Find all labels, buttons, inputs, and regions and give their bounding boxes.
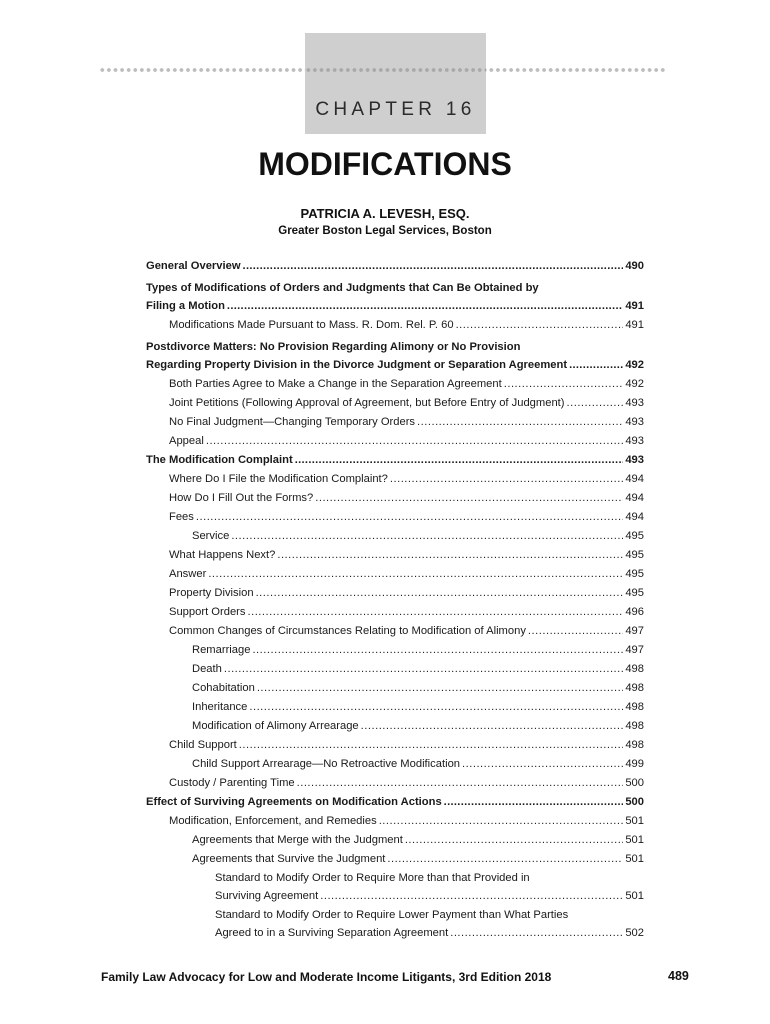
toc-entry[interactable] — [146, 698, 644, 717]
toc-leader — [252, 641, 623, 660]
toc-entry-title-line: Standard to Modify Order to Require More than that Provided in — [215, 872, 530, 884]
toc-page-number: 501 — [625, 853, 644, 865]
author-name: PATRICIA A. LEVESH, ESQ. — [300, 206, 470, 221]
footer-book-title: Family Law Advocacy for Low and Moderate Income Litigants, 3rd Edition 2018 — [101, 970, 552, 984]
toc-entry-title: General Overview — [146, 260, 241, 272]
toc-leader — [243, 257, 624, 276]
toc-entry-title-line: Types of Modifications of Orders and Judgments that Can Be Obtained by — [146, 282, 539, 294]
toc-entry[interactable] — [146, 527, 644, 546]
toc-entry[interactable] — [146, 565, 644, 584]
toc-entry-title: Child Support — [169, 739, 237, 751]
toc-page-number: 491 — [625, 300, 644, 312]
toc-entry-title: How Do I Fill Out the Forms? — [169, 492, 314, 504]
toc-page-number: 493 — [625, 416, 644, 428]
toc-page-number: 496 — [625, 606, 644, 618]
toc-page-number: 498 — [625, 663, 644, 675]
toc-leader — [208, 565, 623, 584]
toc-page-number: 493 — [625, 435, 644, 447]
toc-entry[interactable] — [146, 489, 644, 508]
table-of-contents — [146, 257, 644, 943]
toc-leader — [390, 470, 623, 489]
toc-page-number: 494 — [625, 473, 644, 485]
toc-entry-title: Remarriage — [192, 644, 251, 656]
decorative-dot-band — [305, 66, 486, 74]
toc-entry[interactable] — [146, 774, 644, 793]
toc-entry-title: Agreements that Survive the Judgment — [192, 853, 386, 865]
toc-entry-title: What Happens Next? — [169, 549, 276, 561]
toc-page-number: 495 — [625, 530, 644, 542]
toc-entry[interactable] — [146, 736, 644, 755]
toc-page-number: 495 — [625, 587, 644, 599]
toc-leader — [249, 698, 623, 717]
toc-entry[interactable] — [146, 257, 644, 276]
toc-page-number: 500 — [625, 777, 644, 789]
toc-page-number: 501 — [625, 815, 644, 827]
toc-page-number: 497 — [625, 644, 644, 656]
toc-entry[interactable] — [146, 297, 644, 316]
toc-leader — [231, 527, 623, 546]
toc-entry-title: Fees — [169, 511, 194, 523]
toc-entry-title: Child Support Arrearage—No Retroactive Modification — [192, 758, 461, 770]
toc-entry-title: Answer — [169, 568, 207, 580]
toc-entry-title: The Modification Complaint — [146, 454, 293, 466]
footer-page-number: 489 — [668, 969, 689, 983]
toc-leader — [297, 774, 624, 793]
toc-page-number: 495 — [625, 568, 644, 580]
toc-leader — [320, 887, 623, 906]
toc-page-number: 498 — [625, 739, 644, 751]
toc-entry[interactable] — [146, 584, 644, 603]
toc-leader — [569, 356, 623, 375]
toc-page-number: 493 — [625, 454, 644, 466]
toc-entry[interactable] — [146, 924, 644, 943]
toc-leader — [315, 489, 623, 508]
toc-entry-title: Surviving Agreement — [215, 890, 319, 902]
toc-entry[interactable] — [146, 660, 644, 679]
toc-entry[interactable] — [146, 470, 644, 489]
toc-entry-title: Death — [192, 663, 222, 675]
toc-entry-group[interactable] — [146, 338, 644, 375]
toc-entry[interactable] — [146, 679, 644, 698]
toc-page-number: 500 — [625, 796, 644, 808]
toc-entry-group[interactable] — [146, 906, 644, 943]
toc-page-number: 498 — [625, 701, 644, 713]
toc-page-number: 494 — [625, 492, 644, 504]
chapter-title: MODIFICATIONS — [258, 146, 512, 182]
toc-leader — [257, 679, 624, 698]
toc-page-number: 495 — [625, 549, 644, 561]
chapter-label-box — [305, 33, 486, 134]
toc-page-number: 502 — [625, 927, 644, 939]
toc-entry[interactable] — [146, 717, 644, 736]
toc-entry-title: Both Parties Agree to Make a Change in the Separation Agreement — [169, 378, 502, 390]
toc-entry[interactable] — [146, 375, 644, 394]
toc-entry-title: Where Do I File the Modification Complaint? — [169, 473, 388, 485]
toc-entry[interactable] — [146, 641, 644, 660]
toc-page-number: 491 — [625, 319, 644, 331]
toc-entry-title: Filing a Motion — [146, 300, 225, 312]
toc-entry-title-line: Standard to Modify Order to Require Lower Payment than What Parties — [215, 909, 569, 921]
toc-leader — [528, 622, 623, 641]
toc-leader — [227, 297, 623, 316]
toc-entry[interactable] — [146, 356, 644, 375]
toc-entry-title: Appeal — [169, 435, 204, 447]
toc-entry-title: No Final Judgment—Changing Temporary Orders — [169, 416, 416, 428]
toc-entry[interactable] — [146, 622, 644, 641]
toc-entry-title: Modifications Made Pursuant to Mass. R. Dom. Rel. P. 60 — [169, 319, 454, 331]
toc-entry[interactable] — [146, 413, 644, 432]
toc-leader — [462, 755, 623, 774]
toc-entry-title: Modification, Enforcement, and Remedies — [169, 815, 377, 827]
toc-entry-title: Agreements that Merge with the Judgment — [192, 834, 403, 846]
toc-entry[interactable] — [146, 603, 644, 622]
toc-entry[interactable] — [146, 546, 644, 565]
author-affiliation: Greater Boston Legal Services, Boston — [278, 225, 492, 237]
toc-entry[interactable] — [146, 812, 644, 831]
toc-leader — [256, 584, 624, 603]
toc-leader — [239, 736, 624, 755]
toc-entry[interactable] — [146, 755, 644, 774]
toc-entry[interactable] — [146, 432, 644, 451]
toc-entry-title: Modification of Alimony Arrearage — [192, 720, 359, 732]
toc-entry-title: Support Orders — [169, 606, 246, 618]
toc-leader — [247, 603, 623, 622]
toc-leader — [295, 451, 624, 470]
toc-leader — [387, 850, 623, 869]
toc-page-number: 501 — [625, 834, 644, 846]
toc-page-number: 492 — [625, 359, 644, 371]
toc-leader — [567, 394, 624, 413]
toc-entry-title: Agreed to in a Surviving Separation Agreement — [215, 927, 449, 939]
toc-entry-title: Joint Petitions (Following Approval of Agreement, but Before Entry of Judgment) — [169, 397, 565, 409]
toc-entry-title: Regarding Property Division in the Divorce Judgment or Separation Agreement — [146, 359, 568, 371]
toc-page-number: 501 — [625, 890, 644, 902]
toc-entry[interactable] — [146, 831, 644, 850]
toc-leader — [504, 375, 624, 394]
toc-entry[interactable] — [146, 394, 644, 413]
toc-leader — [456, 316, 624, 335]
toc-entry[interactable] — [146, 316, 644, 335]
toc-entry[interactable] — [146, 451, 644, 470]
toc-leader — [361, 717, 624, 736]
toc-page-number: 492 — [625, 378, 644, 390]
toc-leader — [206, 432, 623, 451]
chapter-label: CHAPTER 16 — [315, 99, 476, 120]
toc-leader — [444, 793, 624, 812]
toc-leader — [405, 831, 624, 850]
toc-leader — [450, 924, 623, 943]
toc-page-number: 499 — [625, 758, 644, 770]
toc-page-number: 498 — [625, 682, 644, 694]
toc-entry[interactable] — [146, 508, 644, 527]
toc-entry[interactable] — [146, 887, 644, 906]
toc-entry-title: Effect of Surviving Agreements on Modification Actions — [146, 796, 442, 808]
toc-leader — [196, 508, 623, 527]
toc-leader — [224, 660, 623, 679]
toc-entry-title: Cohabitation — [192, 682, 255, 694]
toc-leader — [277, 546, 623, 565]
toc-page-number: 497 — [625, 625, 644, 637]
toc-entry-title: Property Division — [169, 587, 254, 599]
toc-page-number: 493 — [625, 397, 644, 409]
toc-entry-group[interactable] — [146, 869, 644, 906]
toc-page-number: 494 — [625, 511, 644, 523]
toc-page-number: 490 — [625, 260, 644, 272]
toc-leader — [379, 812, 624, 831]
toc-entry-group[interactable] — [146, 279, 644, 316]
toc-leader — [417, 413, 623, 432]
toc-entry-title: Custody / Parenting Time — [169, 777, 295, 789]
toc-entry[interactable] — [146, 850, 644, 869]
toc-entry-title: Inheritance — [192, 701, 248, 713]
toc-entry-title: Service — [192, 530, 230, 542]
toc-entry[interactable] — [146, 793, 644, 812]
toc-entry-title-line: Postdivorce Matters: No Provision Regarding Alimony or No Provision — [146, 341, 521, 353]
toc-page-number: 498 — [625, 720, 644, 732]
toc-entry-title: Common Changes of Circumstances Relating to Modification of Alimony — [169, 625, 526, 637]
